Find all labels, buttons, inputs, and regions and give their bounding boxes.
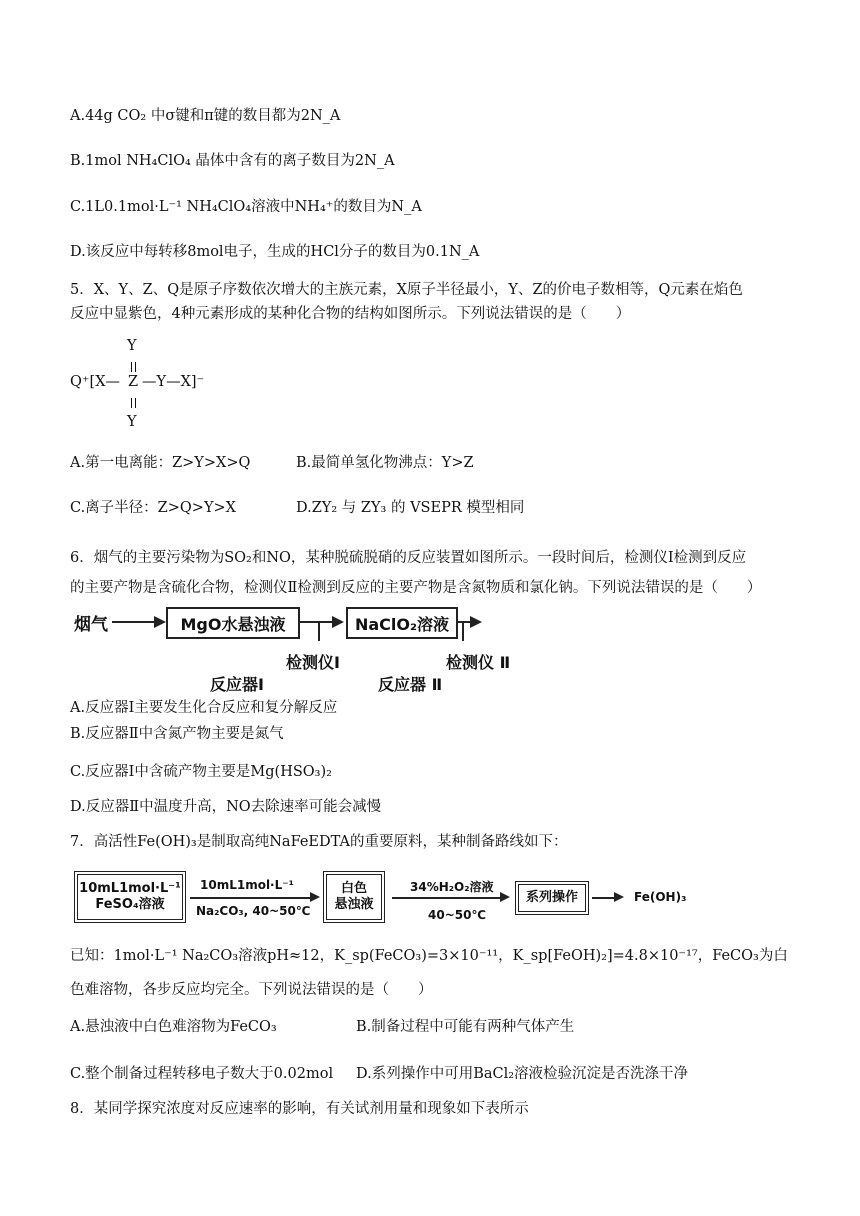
step3-arrow-line <box>592 897 616 899</box>
struct-bottom-y: Y <box>127 414 137 430</box>
flue-gas-label: 烟气 <box>74 615 108 635</box>
step2-arrow-head <box>500 892 510 902</box>
feso4-line1: 10mL1mol·L⁻¹ <box>79 881 181 896</box>
q6-option-d: D.反应器Ⅱ中温度升高，NO去除速率可能会减慢 <box>70 799 382 815</box>
reactor1-box: MgO水悬浊液 <box>166 607 300 639</box>
struct-double-bond-top <box>131 362 136 372</box>
q6-option-a: A.反应器I主要发生化合反应和复分解反应 <box>70 700 338 716</box>
q8-stem: 8．某同学探究浓度对反应速率的影响，有关试剂用量和现象如下表所示 <box>70 1101 529 1117</box>
series-operation-box: 系列操作 <box>518 884 586 912</box>
white-suspension-box <box>326 874 382 920</box>
product-label: Fe(OH)₃ <box>634 890 687 904</box>
q4-option-c: C.1L0.1mol·L⁻¹ NH₄ClO₄溶液中NH₄⁺的数目为N_A <box>70 199 422 215</box>
q7-option-c: C.整个制备过程转移电子数大于0.02mol <box>70 1066 334 1082</box>
struct-left: Q⁺[X— <box>70 374 121 390</box>
q7-option-d: D.系列操作中可用BaCl₂溶液检验沉淀是否洗涤干净 <box>356 1066 689 1082</box>
detector2-tap <box>462 621 464 641</box>
step2-conditions: 40~50℃ <box>428 908 486 922</box>
step1-arrow-head <box>310 892 320 902</box>
q7-stem: 7．高活性Fe(OH)₃是制取高纯NaFeEDTA的重要原料，某种制备路线如下： <box>70 834 568 850</box>
struct-top-y: Y <box>127 338 137 354</box>
q4-option-d: D.该反应中每转移8mol电子，生成的HCl分子的数目为0.1N_A <box>70 244 480 260</box>
q6-stem-line1: 6．烟气的主要污染物为SO₂和NO，某种脱硫脱硝的反应装置如图所示。一段时间后，检测仪I检测到反应 <box>70 550 747 566</box>
detector2-label: 检测仪 Ⅱ <box>446 653 511 672</box>
q5-option-b: B.最简单氢化物沸点：Y>Z <box>296 455 474 471</box>
reactor1-label: 反应器I <box>210 675 264 694</box>
struct-right: —Y—X]⁻ <box>142 374 205 390</box>
feso4-box <box>77 874 183 920</box>
struct-center-z: Z <box>128 374 139 390</box>
step1-conditions: Na₂CO₃, 40~50℃ <box>196 904 311 918</box>
feso4-line2: FeSO₄溶液 <box>95 897 165 912</box>
q5-stem-line1: 5．X、Y、Z、Q是原子序数依次增大的主族元素，X原子半径最小，Y、Z的价电子数相等，Q元素在焰色 <box>70 282 743 298</box>
reactor2-label: 反应器 Ⅱ <box>378 675 443 694</box>
q5-option-a: A.第一电离能：Z>Y>X>Q <box>70 455 251 471</box>
step3-arrow-head <box>614 892 624 902</box>
q5-stem-line2: 反应中显紫色，4种元素形成的某种化合物的结构如图所示。下列说法错误的是（ ） <box>70 306 631 322</box>
detector1-tap <box>318 621 320 641</box>
step1-arrow-line <box>190 897 310 899</box>
arrow-line-2 <box>300 621 332 623</box>
q4-option-a: A.44g CO₂ 中σ键和π键的数目都为2N_A <box>70 108 341 124</box>
q6-option-c: C.反应器I中含硫产物主要是Mg(HSO₃)₂ <box>70 764 332 780</box>
step1-reagent: 10mL1mol·L⁻¹ <box>200 878 294 892</box>
q7-option-b: B.制备过程中可能有两种气体产生 <box>356 1019 575 1035</box>
suspension-line2: 悬浊液 <box>334 897 374 912</box>
q6-option-b: B.反应器Ⅱ中含氮产物主要是氮气 <box>70 726 284 742</box>
arrow-head-3 <box>470 616 482 628</box>
q6-stem-line2: 的主要产物是含硫化合物，检测仪Ⅱ检测到反应的主要产物是含氮物质和氯化钠。下列说法错误的是（ ） <box>70 580 762 596</box>
step2-arrow-line <box>392 897 500 899</box>
q5-option-c: C.离子半径：Z>Q>Y>X <box>70 500 236 516</box>
arrow-line-1 <box>112 621 156 623</box>
suspension-line1: 白色 <box>340 881 367 896</box>
struct-double-bond-bottom <box>131 398 136 408</box>
q7-known-line2: 色难溶物，各步反应均完全。下列说法错误的是（ ） <box>70 982 433 998</box>
q7-option-a: A.悬浊液中白色难溶物为FeCO₃ <box>70 1019 277 1035</box>
q4-option-b: B.1mol NH₄ClO₄ 晶体中含有的离子数目为2N_A <box>70 153 395 169</box>
arrow-head-1 <box>154 616 166 628</box>
q5-option-d: D.ZY₂ 与 ZY₃ 的 VSEPR 模型相同 <box>296 500 525 516</box>
q7-known-line1: 已知：1mol·L⁻¹ Na₂CO₃溶液pH≈12，K_sp(FeCO₃)=3×10⁻¹¹，K_sp[FeOH)₂]=4.8×10⁻¹⁷，FeCO₃为白 <box>70 948 788 964</box>
detector1-label: 检测仪I <box>286 653 340 672</box>
step2-reagent: 34%H₂O₂溶液 <box>410 880 494 894</box>
arrow-head-2 <box>332 616 344 628</box>
reactor2-box: NaClO₂溶液 <box>346 607 458 639</box>
